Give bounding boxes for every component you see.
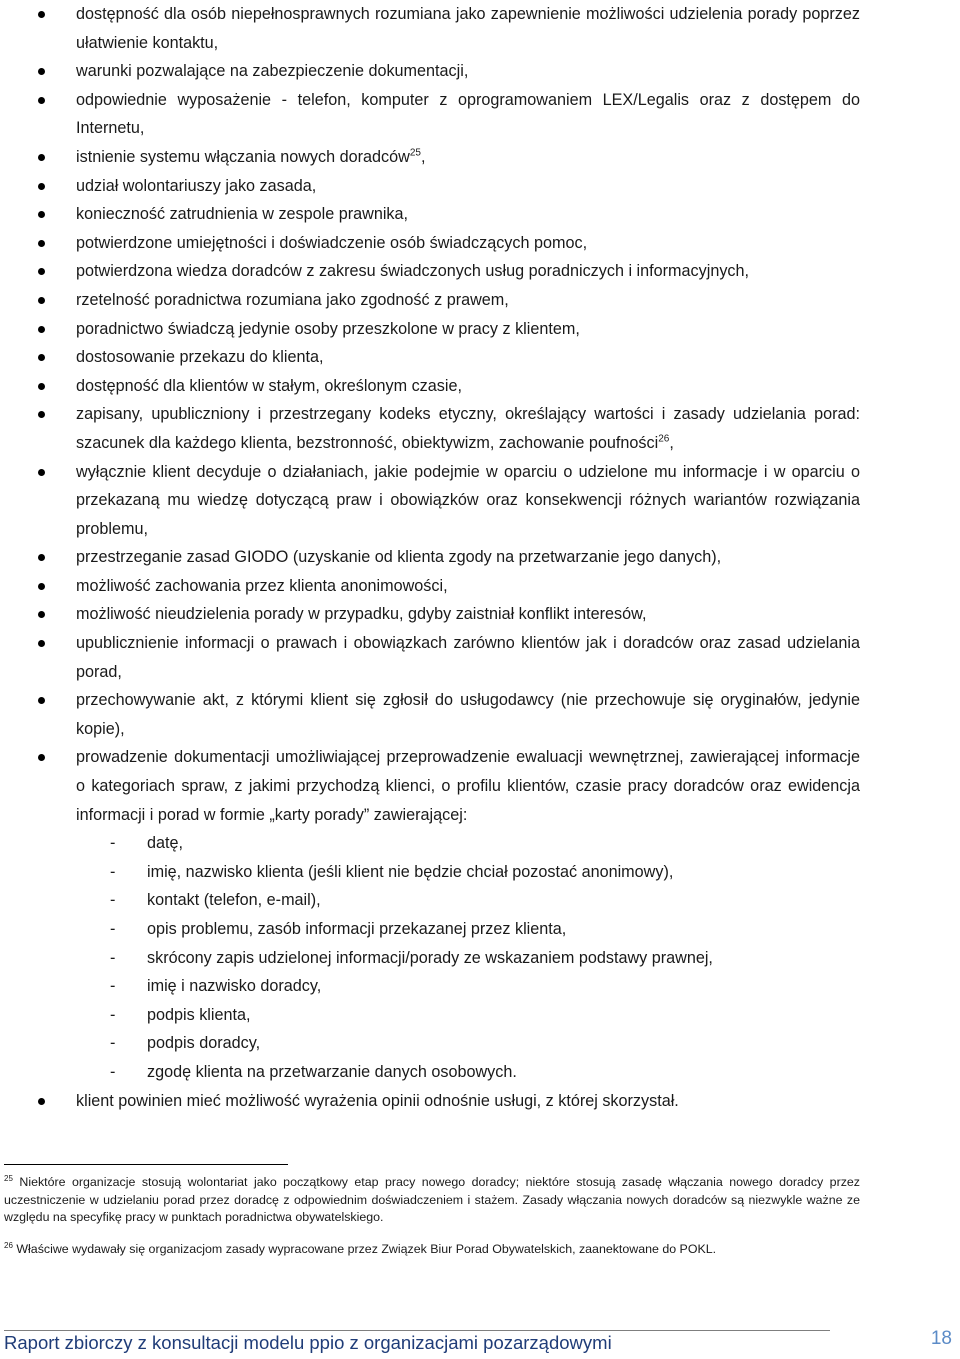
list-item	[0, 0, 960, 57]
bullet-icon	[38, 583, 45, 590]
bullet-icon	[38, 326, 45, 333]
bullet-icon	[38, 411, 45, 418]
card-fields-list	[76, 829, 860, 1086]
list-item	[0, 57, 960, 86]
bullet-icon	[38, 383, 45, 390]
bullet-icon	[38, 1098, 45, 1105]
list-item-text: poradnictwo świadczą jedynie osoby przeszkolone w pracy z klientem,	[76, 319, 580, 338]
list-item-text: dostępność dla klientów w stałym, określonym czasie,	[76, 376, 462, 395]
list-item-text: upublicznienie informacji o prawach i obowiązkach zarówno klientów jak i doradców oraz zasad udzielania porad,	[76, 634, 860, 681]
list-item	[0, 1087, 960, 1116]
list-item	[0, 343, 960, 372]
dash-marker: -	[110, 977, 116, 996]
bullet-icon	[38, 640, 45, 647]
sub-list-item	[76, 858, 860, 887]
list-item-text: konieczność zatrudnienia w zespole prawnika,	[76, 205, 409, 224]
list-item-text: prowadzenie dokumentacji umożliwiającej przeprowadzenie ewaluacji wewnętrznej, zawierającej informacje o kategoriach spraw, z jakimi przychodzą klienci, o profilu klientów, czasie pracy doradców oraz ewidencja informacji i porad w formie „karty porady” zawierającej:	[76, 748, 860, 824]
dash-marker: -	[110, 862, 116, 881]
list-item	[0, 600, 960, 629]
footnote-reference: 25	[409, 147, 421, 159]
list-item	[0, 686, 960, 743]
sub-list-item-text: podpis klienta,	[147, 1005, 251, 1024]
page-footer	[0, 1322, 960, 1359]
bullet-icon	[38, 97, 45, 104]
sub-list-item	[76, 944, 860, 973]
list-item	[0, 743, 960, 1086]
list-item	[0, 372, 960, 401]
list-item-text: możliwość zachowania przez klienta anonimowości,	[76, 576, 448, 595]
bullet-icon	[38, 554, 45, 561]
sub-list-item	[76, 972, 860, 1001]
bullet-icon	[38, 183, 45, 190]
dash-marker: -	[110, 948, 116, 967]
footer-rule	[4, 1330, 830, 1331]
sub-list-item	[76, 915, 860, 944]
list-item-punctuation: ,	[669, 433, 674, 452]
list-item-punctuation: ,	[420, 147, 426, 166]
list-item-text: dostosowanie przekazu do klienta,	[76, 348, 324, 367]
page-number: 18	[930, 1328, 952, 1349]
footnote-number: 25	[4, 1173, 13, 1183]
list-item	[0, 458, 960, 544]
list-item-text: potwierdzone umiejętności i doświadczenie osób świadczących pomoc,	[76, 233, 588, 252]
sub-list-item	[76, 829, 860, 858]
list-item-text: przestrzeganie zasad GIODO (uzyskanie od klienta zgody na przetwarzanie jego danych),	[76, 548, 722, 567]
list-item-text: możliwość nieudzielenia porady w przypadku, gdyby zaistniał konflikt interesów,	[76, 605, 647, 624]
dash-marker: -	[110, 834, 116, 853]
list-item	[0, 200, 960, 229]
footnote-number: 26	[4, 1240, 13, 1250]
dash-marker: -	[110, 920, 116, 938]
list-item-text: klient powinien mieć możliwość wyrażenia opinii odnośnie usługi, z której skorzystał.	[76, 1091, 679, 1110]
bullet-icon	[38, 154, 45, 161]
bullet-icon	[38, 240, 45, 247]
list-item-text: warunki pozwalające na zabezpieczenie dokumentacji,	[76, 62, 469, 81]
footnotes	[4, 1174, 860, 1272]
list-item-text: potwierdzona wiedza doradców z zakresu świadczonych usług poradniczych i informacyjnych,	[76, 262, 750, 281]
sub-list-item-text: zgodę klienta na przetwarzanie danych osobowych.	[147, 1062, 517, 1081]
dash-marker: -	[110, 1005, 116, 1024]
footnote-text: Niektóre organizacje stosują wolontariat jako początkowy etap pracy nowego doradcy; niektóre stosują zasadę włączania nowego doradcy przez uczestniczenie w udzielaniu porad przez doradcę z odpowiednim doświadczeniem i stażem. Zasady włączania nowych doradców są niezwykle ważne ze względu na specyfikę pracy w punktach poradnictwa obywatelskiego.	[4, 1175, 860, 1225]
list-item	[0, 400, 960, 457]
sub-list-item	[76, 1001, 860, 1030]
footnote-text: Właściwe wydawały się organizacjom zasady wypracowane przez Związek Biur Porad Obywatelskich, zaanektowane do POKL.	[16, 1241, 717, 1256]
bullet-icon	[38, 754, 45, 761]
bullet-icon	[38, 268, 45, 275]
list-item	[0, 143, 960, 172]
list-item	[0, 86, 960, 143]
list-item-text: odpowiednie wyposażenie - telefon, komputer z oprogramowaniem LEX/Legalis oraz z dostępem do Internetu,	[76, 90, 860, 138]
sub-list-item-text: imię, nazwisko klienta (jeśli klient nie będzie chciał pozostać anonimowy),	[147, 862, 674, 881]
list-item-text: istnienie systemu włączania nowych doradców	[76, 147, 410, 166]
sub-list-item	[76, 1029, 860, 1058]
sub-list-item-text: skrócony zapis udzielonej informacji/porady ze wskazaniem podstawy prawnej,	[147, 948, 713, 967]
bullet-icon	[38, 68, 45, 75]
dash-marker: -	[110, 891, 116, 910]
bullet-icon	[38, 11, 45, 18]
bullet-icon	[38, 354, 45, 361]
list-item	[0, 315, 960, 344]
list-item-text: dostępność dla osób niepełnosprawnych rozumiana jako zapewnienie możliwości udzielenia porady poprzez ułatwienie kontaktu,	[76, 5, 860, 52]
bullet-icon	[38, 697, 45, 704]
list-item	[0, 286, 960, 315]
sub-list-item-text: kontakt (telefon, e-mail),	[147, 891, 321, 910]
list-item-text: udział wolontariuszy jako zasada,	[76, 176, 317, 195]
footnote	[4, 1174, 860, 1227]
list-item	[0, 629, 960, 686]
sub-list-item-text: datę,	[147, 834, 184, 853]
list-item-text: rzetelność poradnictwa rozumiana jako zgodność z prawem,	[76, 290, 509, 309]
sub-list-item-text: podpis doradcy,	[147, 1034, 261, 1053]
footnote	[4, 1241, 860, 1259]
list-item	[0, 172, 960, 201]
sub-list-item	[76, 886, 860, 915]
bullet-icon	[38, 469, 45, 476]
list-item	[0, 543, 960, 572]
bullet-icon	[38, 211, 45, 218]
bullet-icon	[38, 297, 45, 304]
list-item	[0, 572, 960, 601]
list-item-text: zapisany, upubliczniony i przestrzegany kodeks etyczny, określający wartości i zasady udzielania porad: szacunek dla każdego klienta, bezstronność, obiektywizm, zachowanie poufności	[76, 405, 860, 452]
list-item-text: wyłącznie klient decyduje o działaniach, jakie podejmie w oparciu o udzielone mu informacje i w oparciu o przekazaną mu wiedzę dotyczącą praw i obowiązków oraz konsekwencji różnych wariantów rozwiązania problemu,	[76, 462, 860, 538]
sub-list-item-text: imię i nazwisko doradcy,	[147, 977, 322, 996]
footer-title: Raport zbiorczy z konsultacji modelu ppio z organizacjami pozarządowymi	[4, 1332, 612, 1353]
dash-marker: -	[110, 1034, 116, 1053]
list-item	[0, 229, 960, 258]
list-item-text: przechowywanie akt, z którymi klient się zgłosił do usługodawcy (nie przechowuje się oryginałów, jedynie kopie),	[76, 691, 860, 738]
dash-marker: -	[110, 1062, 116, 1081]
sub-list-item-text: opis problemu, zasób informacji przekazanej przez klienta,	[147, 920, 567, 938]
list-item	[0, 257, 960, 286]
bullet-icon	[38, 611, 45, 618]
footnote-reference: 26	[658, 433, 670, 445]
footnote-separator	[4, 1164, 288, 1165]
sub-list-item	[76, 1058, 860, 1087]
